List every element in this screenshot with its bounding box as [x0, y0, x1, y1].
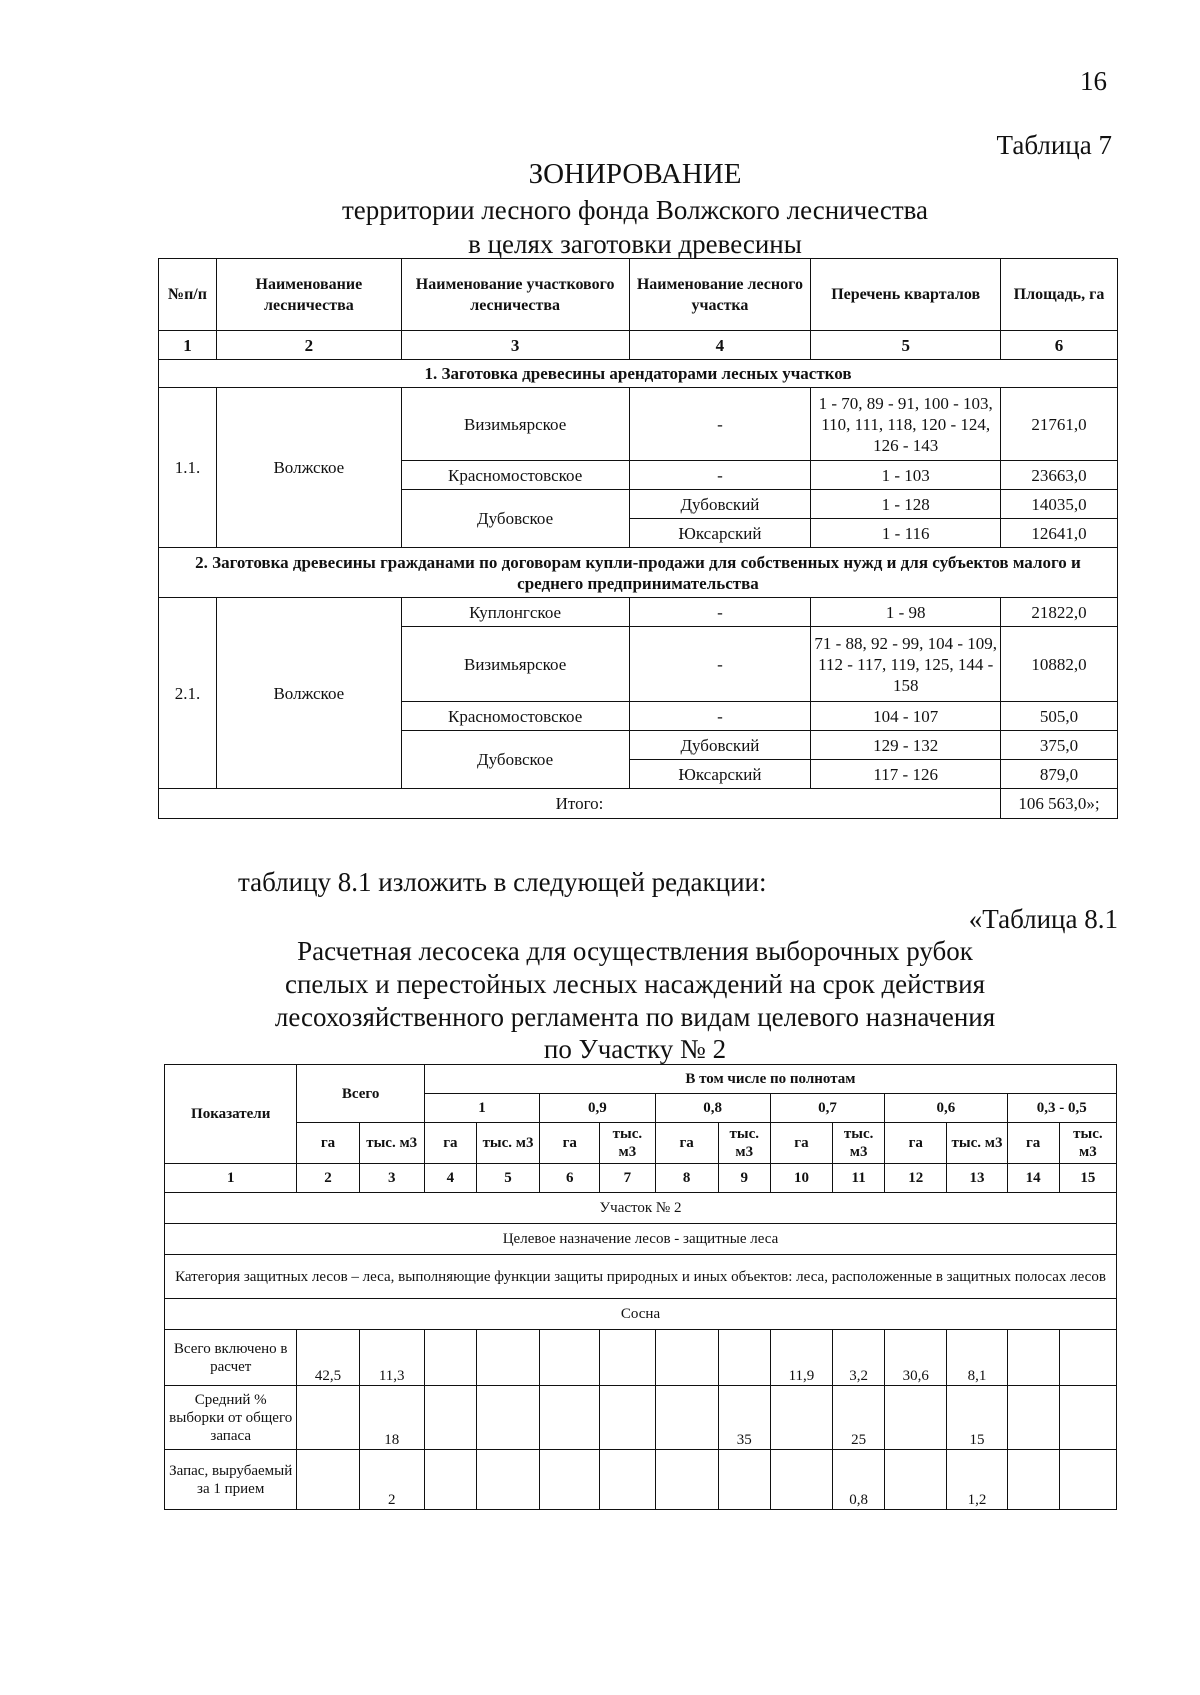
data-cell: 11,9: [770, 1330, 832, 1386]
quarters: 1 - 116: [811, 519, 1001, 548]
table81-label: «Таблица 8.1: [968, 904, 1118, 934]
plot-name: Юксарский: [629, 760, 811, 789]
column-number: 14: [1007, 1164, 1059, 1193]
quarters: 71 - 88, 92 - 99, 104 - 109, 112 - 117, 119, 125, 144 - 158: [811, 627, 1001, 702]
row-number: 2.1.: [159, 598, 217, 789]
row-label: Всего включено в расчет: [165, 1330, 297, 1386]
density-header: 0,9: [540, 1094, 655, 1123]
area: 10882,0: [1001, 627, 1118, 702]
column-number: 3: [359, 1164, 424, 1193]
sub-forestry: Красномостовское: [401, 461, 629, 490]
species-title: Сосна: [165, 1299, 1117, 1330]
header-density: В том числе по полнотам: [424, 1065, 1116, 1094]
unit-m3: тыс. м3: [359, 1123, 424, 1164]
quarters: 104 - 107: [811, 702, 1001, 731]
plot-name: Дубовский: [629, 731, 811, 760]
table7-title-line3: в целях заготовки древесины: [468, 229, 802, 259]
density-header: 0,7: [770, 1094, 884, 1123]
purpose-title: Целевое назначение лесов - защитные леса: [165, 1224, 1117, 1255]
area: 375,0: [1001, 731, 1118, 760]
unit-m3: тыс. м3: [1059, 1123, 1116, 1164]
data-cell: [476, 1386, 539, 1450]
column-number: 13: [947, 1164, 1007, 1193]
quarters: 1 - 70, 89 - 91, 100 - 103, 110, 111, 118, 120 - 124, 126 - 143: [811, 388, 1001, 461]
column-number: 15: [1059, 1164, 1116, 1193]
data-cell: [1007, 1450, 1059, 1510]
data-cell: [297, 1386, 359, 1450]
forestry-name: Волжское: [216, 388, 401, 548]
column-number: 11: [833, 1164, 885, 1193]
table81-title-line1: Расчетная лесосека для осуществления выборочных рубок: [297, 936, 973, 966]
table81-title-line2: спелых и перестойных лесных насаждений на срок действия: [284, 969, 986, 999]
sub-forestry: Красномостовское: [401, 702, 629, 731]
data-cell: [476, 1450, 539, 1510]
table-row: [165, 1450, 1117, 1510]
density-header: 0,8: [655, 1094, 770, 1123]
unit-m3: тыс. м3: [600, 1123, 655, 1164]
data-cell: [655, 1386, 718, 1450]
area: 505,0: [1001, 702, 1118, 731]
unit-ha: га: [770, 1123, 832, 1164]
quarters: 1 - 103: [811, 461, 1001, 490]
intro-text: таблицу 8.1 изложить в следующей редакции:: [238, 867, 767, 897]
section-row: [159, 548, 1118, 598]
header-cell: №п/п: [159, 259, 217, 331]
section-row: [159, 360, 1118, 388]
section-title: 1. Заготовка древесины арендаторами лесных участков: [159, 360, 1118, 388]
data-cell: [424, 1450, 476, 1510]
table7-title-line2: территории лесного фонда Волжского лесничества: [341, 195, 929, 225]
column-number: 2: [216, 331, 401, 360]
forestry-name: Волжское: [216, 598, 401, 789]
column-number-row: [165, 1164, 1117, 1193]
data-cell: 18: [359, 1386, 424, 1450]
plot-name: Юксарский: [629, 519, 811, 548]
column-number: 6: [540, 1164, 600, 1193]
column-number: 6: [1001, 331, 1118, 360]
sub-forestry: Дубовское: [401, 490, 629, 548]
header-cell: Наименование лесного участка: [629, 259, 811, 331]
column-number: 10: [770, 1164, 832, 1193]
data-cell: 1,2: [947, 1450, 1007, 1510]
table7-title-line1: ЗОНИРОВАНИЕ: [528, 158, 742, 190]
total-value: 106 563,0»;: [1001, 789, 1118, 819]
data-cell: [540, 1450, 600, 1510]
header-cell: Площадь, га: [1001, 259, 1118, 331]
data-cell: [540, 1386, 600, 1450]
data-cell: 30,6: [885, 1330, 947, 1386]
table-row: [159, 598, 1118, 627]
data-cell: [770, 1450, 832, 1510]
unit-ha: га: [885, 1123, 947, 1164]
sub-forestry: Куплонгское: [401, 598, 629, 627]
area: 14035,0: [1001, 490, 1118, 519]
category-title: Категория защитных лесов – леса, выполняющие функции защиты природных и иных объектов: леса, расположенные в защитных полосах лесов: [165, 1255, 1117, 1299]
sub-forestry: Визимьярское: [401, 388, 629, 461]
plot-name: -: [629, 388, 811, 461]
sub-forestry: Дубовское: [401, 731, 629, 789]
data-cell: 11,3: [359, 1330, 424, 1386]
data-cell: [770, 1386, 832, 1450]
quarters: 129 - 132: [811, 731, 1001, 760]
column-number: 4: [629, 331, 811, 360]
data-cell: 35: [718, 1386, 770, 1450]
plot-name: -: [629, 702, 811, 731]
cutting-area-table: [164, 1064, 1117, 1510]
data-cell: 0,8: [833, 1450, 885, 1510]
column-number: 12: [885, 1164, 947, 1193]
data-cell: [655, 1330, 718, 1386]
area: 879,0: [1001, 760, 1118, 789]
data-cell: [1059, 1450, 1116, 1510]
table81-title-line4: по Участку № 2: [543, 1034, 727, 1064]
quarters: 1 - 98: [811, 598, 1001, 627]
plot-title: Участок № 2: [165, 1193, 1117, 1224]
purpose-row: [165, 1224, 1117, 1255]
table-row: [159, 388, 1118, 461]
data-cell: [600, 1450, 655, 1510]
plot-name: -: [629, 627, 811, 702]
data-cell: 2: [359, 1450, 424, 1510]
table-header-row: [165, 1123, 1117, 1164]
species-row: [165, 1299, 1117, 1330]
column-number: 4: [424, 1164, 476, 1193]
data-cell: [297, 1450, 359, 1510]
data-cell: 42,5: [297, 1330, 359, 1386]
header-indicators: Показатели: [165, 1065, 297, 1164]
row-label: Запас, вырубаемый за 1 прием: [165, 1450, 297, 1510]
quarters: 1 - 128: [811, 490, 1001, 519]
data-cell: [885, 1386, 947, 1450]
row-number: 1.1.: [159, 388, 217, 548]
data-cell: [600, 1330, 655, 1386]
header-cell: Перечень кварталов: [811, 259, 1001, 331]
category-row: [165, 1255, 1117, 1299]
column-number: 5: [476, 1164, 539, 1193]
data-cell: 8,1: [947, 1330, 1007, 1386]
table-row: [165, 1386, 1117, 1450]
unit-ha: га: [424, 1123, 476, 1164]
column-number: 1: [159, 331, 217, 360]
total-row: [159, 789, 1118, 819]
unit-ha: га: [1007, 1123, 1059, 1164]
unit-m3: тыс. м3: [476, 1123, 539, 1164]
data-cell: 25: [833, 1386, 885, 1450]
quarters: 117 - 126: [811, 760, 1001, 789]
column-number-row: [159, 331, 1118, 360]
header-cell: Наименование лесничества: [216, 259, 401, 331]
data-cell: [600, 1386, 655, 1450]
data-cell: [1059, 1386, 1116, 1450]
unit-ha: га: [297, 1123, 359, 1164]
table7-label: Таблица 7: [996, 130, 1112, 160]
table-header-row: [159, 259, 1118, 331]
unit-m3: тыс. м3: [947, 1123, 1007, 1164]
area: 23663,0: [1001, 461, 1118, 490]
column-number: 9: [718, 1164, 770, 1193]
area: 12641,0: [1001, 519, 1118, 548]
header-total: Всего: [297, 1065, 424, 1123]
plot-name: -: [629, 598, 811, 627]
column-number: 2: [297, 1164, 359, 1193]
area: 21761,0: [1001, 388, 1118, 461]
column-number: 5: [811, 331, 1001, 360]
area: 21822,0: [1001, 598, 1118, 627]
zoning-table: [158, 258, 1118, 819]
column-number: 8: [655, 1164, 718, 1193]
unit-ha: га: [655, 1123, 718, 1164]
plot-name: -: [629, 461, 811, 490]
total-label: Итого:: [159, 789, 1001, 819]
column-number: 3: [401, 331, 629, 360]
data-cell: [1059, 1330, 1116, 1386]
density-header: 0,3 - 0,5: [1007, 1094, 1116, 1123]
unit-m3: тыс. м3: [833, 1123, 885, 1164]
data-cell: [424, 1386, 476, 1450]
sub-forestry: Визимьярское: [401, 627, 629, 702]
unit-ha: га: [540, 1123, 600, 1164]
column-number: 1: [165, 1164, 297, 1193]
header-cell: Наименование участкового лесничества: [401, 259, 629, 331]
section-title: 2. Заготовка древесины гражданами по договорам купли-продажи для собственных нужд и для субъектов малого и среднего предпринимательства: [159, 548, 1118, 598]
data-cell: [718, 1330, 770, 1386]
column-number: 7: [600, 1164, 655, 1193]
page-number: 16: [1080, 66, 1107, 96]
plot-row: [165, 1193, 1117, 1224]
table-row: [165, 1330, 1117, 1386]
data-cell: [476, 1330, 539, 1386]
data-cell: [885, 1450, 947, 1510]
plot-name: Дубовский: [629, 490, 811, 519]
data-cell: [718, 1450, 770, 1510]
table-header-row: [165, 1065, 1117, 1094]
row-label: Средний % выборки от общего запаса: [165, 1386, 297, 1450]
data-cell: [1007, 1330, 1059, 1386]
unit-m3: тыс. м3: [718, 1123, 770, 1164]
density-header: 1: [424, 1094, 539, 1123]
table81-title-line3: лесохозяйственного регламента по видам целевого назначения: [274, 1002, 996, 1032]
data-cell: [1007, 1386, 1059, 1450]
data-cell: [424, 1330, 476, 1386]
data-cell: [540, 1330, 600, 1386]
data-cell: [655, 1450, 718, 1510]
density-header: 0,6: [885, 1094, 1007, 1123]
data-cell: 3,2: [833, 1330, 885, 1386]
data-cell: 15: [947, 1386, 1007, 1450]
